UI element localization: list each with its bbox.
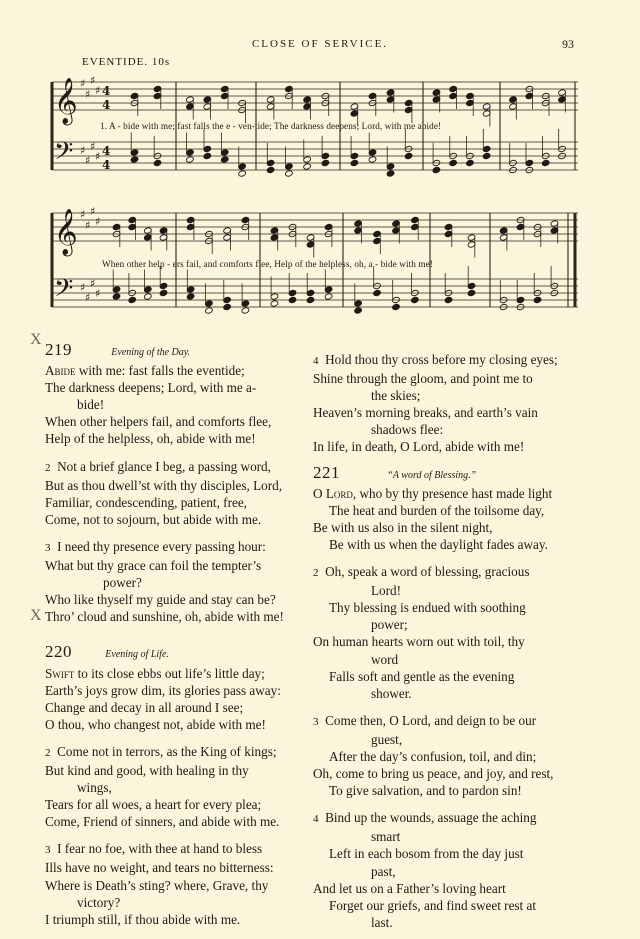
svg-text:♯: ♯ — [90, 277, 96, 290]
verse-line: 2 Not a brief glance I beg, a passing word, — [45, 458, 271, 474]
note-head — [223, 303, 232, 310]
note-head — [144, 293, 153, 300]
lyrics-line-2: When other help - ers fail, and comforts flee, Help of the helpless, oh, a - bide with me! — [102, 259, 433, 269]
verse-line: Change and decay in all around I see; — [45, 699, 244, 715]
note-head — [238, 170, 247, 177]
verse-line: After the day’s confusion, toil, and din; — [329, 748, 537, 764]
verse-line: 3 I need thy presence every passing hour: — [45, 538, 266, 554]
note-head — [404, 152, 413, 159]
verse-line: Ills have no weight, and tears no bitterness: — [45, 860, 274, 876]
verse-line: Shine through the gloom, and point me to — [313, 371, 533, 387]
svg-text:♯: ♯ — [95, 84, 101, 97]
verse-line: 4 Hold thou thy cross before my closing eyes; — [313, 352, 558, 367]
verse-line: Abide with me: fast falls the eventide; — [45, 363, 245, 379]
note-head — [303, 163, 312, 170]
svg-text:♯: ♯ — [90, 205, 96, 218]
svg-text:♯: ♯ — [80, 208, 86, 221]
verse-line: Be with us also in the silent night, — [313, 519, 493, 535]
verse-line: In life, in death, O Lord, abide with me! — [313, 439, 525, 455]
svg-text:♯: ♯ — [95, 287, 101, 300]
verse-line: bide! — [77, 397, 105, 413]
svg-text:♯: ♯ — [85, 291, 91, 304]
hymn-221-heading — [313, 464, 583, 484]
key-signature-1 — [80, 74, 100, 167]
verse-line: word — [371, 651, 399, 667]
running-title: CLOSE OF SERVICE. — [251, 38, 389, 50]
tune-name: EVENTIDE. 10s — [82, 56, 171, 68]
verse-line: power; — [371, 617, 408, 633]
note-head — [186, 293, 195, 300]
note-head — [270, 300, 279, 307]
verse-line: Come, Friend of sinners, and abide with me. — [45, 814, 280, 830]
note-head — [159, 289, 168, 296]
svg-text:♯: ♯ — [80, 281, 86, 294]
svg-text:♯: ♯ — [85, 88, 91, 101]
verse-line: power? — [103, 575, 142, 591]
note-head — [392, 303, 401, 310]
bass-clef: 𝄢 — [54, 274, 74, 309]
verse-line: Thy blessing is endued with soothing — [329, 600, 526, 616]
treble-clef: 𝄞 — [54, 78, 78, 124]
note-head — [373, 289, 382, 296]
hymn-title: Evening of Life. — [105, 649, 169, 661]
svg-text:♯: ♯ — [85, 219, 91, 232]
hymn-219-heading — [45, 341, 310, 361]
note-head — [533, 296, 542, 303]
verse-line: Heaven’s morning breaks, and earth’s vain — [313, 405, 538, 421]
verse-line: On human hearts worn out with toil, thy — [313, 634, 525, 650]
note-head — [432, 166, 441, 173]
verse-line: past, — [371, 863, 396, 879]
svg-text:♯: ♯ — [80, 144, 86, 157]
verse-line: shower. — [371, 685, 412, 701]
key-signature-2 — [80, 205, 100, 304]
music-system-1 — [40, 70, 590, 195]
verse-line: guest, — [371, 731, 403, 747]
svg-text:♯: ♯ — [95, 150, 101, 163]
note-head — [130, 156, 139, 163]
note-head — [203, 152, 212, 159]
verse-line: Tears for all woes, a heart for every plea; — [45, 797, 262, 813]
right-column — [313, 351, 583, 931]
hymn-title: “A word of Blessing.” — [387, 469, 477, 481]
verse-line: And let us on a Father’s loving heart — [313, 880, 506, 896]
verse-line: Left in each bosom from the day just — [329, 846, 524, 862]
verse-line: What but thy grace can foil the tempter’s — [45, 558, 262, 574]
note-head — [466, 159, 475, 166]
verse-line: 2 Oh, speak a word of blessing, gracious — [313, 564, 530, 580]
verse-line: Swift to its close ebbs out life’s little day; — [45, 665, 265, 681]
margin-mark-220: X — [30, 607, 42, 624]
note-head — [411, 296, 420, 303]
note-head — [112, 293, 121, 300]
note-head — [449, 159, 458, 166]
verse-line: O Lord, who by thy presence hast made light — [313, 485, 553, 501]
svg-text:4: 4 — [102, 98, 111, 112]
verse-line: Be with us when the daylight fades away. — [329, 536, 548, 552]
verse-line: O thou, who changest not, abide with me! — [45, 716, 266, 732]
note-head — [368, 156, 377, 163]
verse-line: Help of the helpless, oh, abide with me! — [45, 431, 256, 447]
note-head — [285, 170, 294, 177]
verse-line: victory? — [77, 894, 121, 910]
verse-line: But kind and good, with healing in thy — [45, 762, 249, 778]
note-head — [541, 159, 550, 166]
hymn-220-heading — [45, 643, 310, 663]
hymn-number: 220 — [45, 642, 72, 662]
verse-line: Where is Death’s sting? where, Grave, thy — [45, 877, 269, 893]
note-head — [220, 156, 229, 163]
verse-line: Familiar, condescending, patient, free, — [45, 494, 247, 510]
verse-line: Falls soft and gentle as the evening — [329, 668, 515, 684]
note-head — [241, 307, 250, 314]
verse-line: the skies; — [371, 388, 421, 404]
lyrics-line-1: 1. A - bide with me; fast falls the e - ven-tide; The darkness deepens; Lord, with me abide! — [100, 121, 442, 131]
bass-clef: 𝄢 — [54, 137, 74, 172]
svg-text:4: 4 — [102, 144, 111, 158]
verse-line: shadows flee: — [371, 422, 444, 438]
note-head — [153, 159, 162, 166]
verse-line: The darkness deepens; Lord, with me a- — [45, 380, 257, 396]
hymn-title: Evening of the Day. — [111, 347, 191, 358]
svg-text:♯: ♯ — [85, 154, 91, 167]
margin-mark-219: X — [30, 331, 42, 348]
verse-line: Oh, come to bring us peace, and joy, and rest, — [313, 766, 554, 782]
verse-line: Who like thyself my guide and stay can be? — [45, 592, 276, 608]
verse-line: 3 I fear no foe, with thee at hand to bless — [45, 841, 263, 857]
svg-text:♯: ♯ — [90, 140, 96, 153]
note-head — [467, 289, 476, 296]
note-head — [482, 152, 491, 159]
verse-line: Thro’ cloud and sunshine, oh, abide with me! — [45, 609, 284, 625]
verse-line: Come, not to sojourn, but abide with me. — [45, 511, 262, 527]
verse-line: The heat and burden of the toilsome day, — [329, 502, 545, 518]
note-head — [306, 296, 315, 303]
verse-line: wings, — [77, 780, 112, 796]
note-head — [266, 166, 275, 173]
verse-line: Forget our griefs, and find sweet rest at — [329, 897, 537, 913]
svg-text:♯: ♯ — [90, 74, 96, 87]
note-head — [324, 293, 333, 300]
page-number: 93 — [562, 37, 574, 51]
svg-text:4: 4 — [102, 158, 111, 172]
verse-line: When other helpers fail, and comforts flee, — [45, 414, 272, 430]
note-head — [288, 296, 297, 303]
svg-text:♯: ♯ — [95, 215, 101, 228]
svg-text:♯: ♯ — [80, 77, 86, 90]
verse-line: I triumph still, if thou abide with me. — [45, 911, 241, 927]
verse-line: But as thou dwell’st with thy disciples, Lord, — [45, 477, 282, 493]
left-column — [45, 341, 310, 928]
note-head — [321, 159, 330, 166]
verse-line: last. — [371, 914, 393, 930]
note-head — [354, 307, 363, 314]
note-head — [186, 156, 195, 163]
note-head — [205, 307, 214, 314]
verse-line: 4 Bind up the wounds, assuage the aching — [313, 810, 537, 826]
note-head — [444, 296, 453, 303]
hymn-number: 219 — [45, 340, 72, 359]
treble-clef: 𝄞 — [54, 209, 78, 255]
verse-line: Lord! — [371, 583, 402, 599]
note-head — [128, 296, 137, 303]
hymn-number: 221 — [313, 462, 340, 482]
verse-line: To give salvation, and to pardon sin! — [329, 783, 522, 799]
note-head — [350, 159, 359, 166]
svg-text:4: 4 — [102, 84, 111, 98]
verse-line: 2 Come not in terrors, as the King of kings; — [45, 743, 277, 759]
verse-line: 3 Come then, O Lord, and deign to be our — [313, 712, 537, 728]
verse-line: Earth’s joys grow dim, its glories pass away: — [45, 682, 281, 698]
note-head — [386, 170, 395, 177]
verse-line: smart — [371, 829, 401, 845]
